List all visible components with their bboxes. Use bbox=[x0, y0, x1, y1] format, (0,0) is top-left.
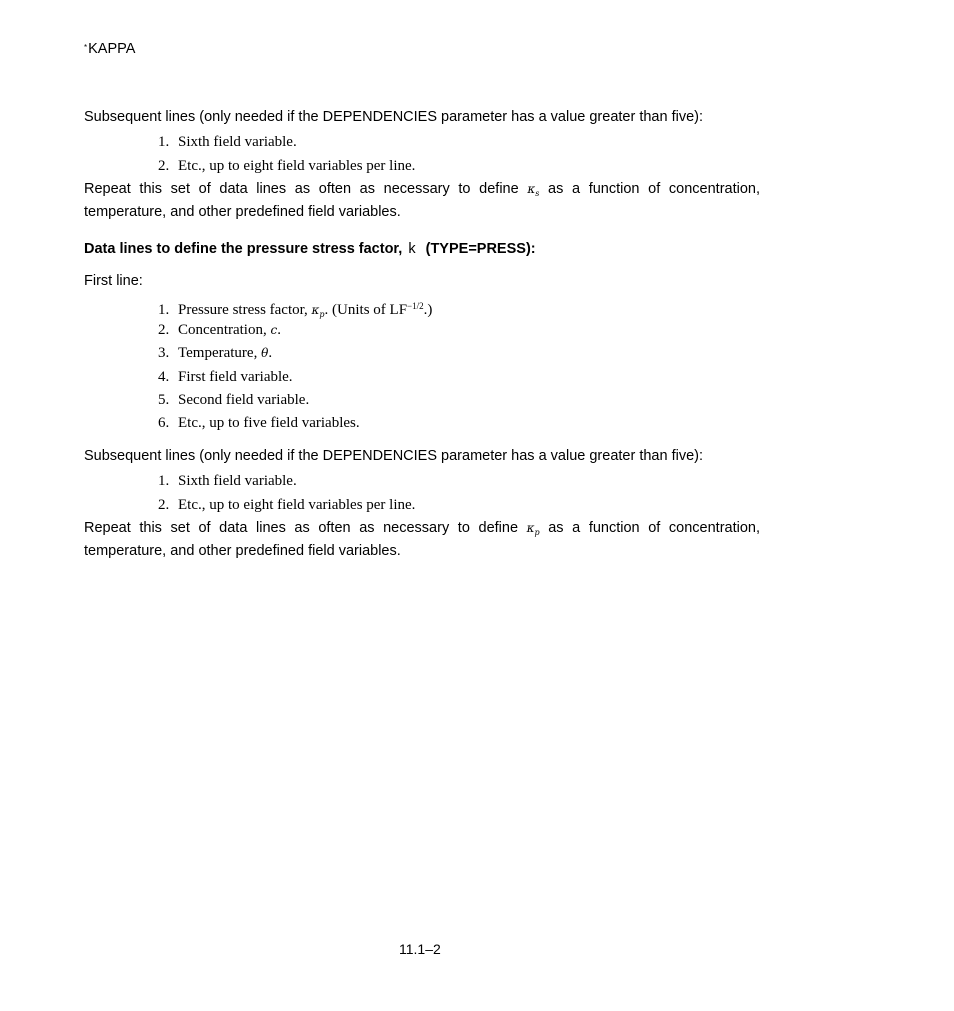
section2-subsequent-lines: Subsequent lines (only needed if the DEPENDENCIES parameter has a value greater than five): bbox=[84, 448, 704, 464]
header-mark: * bbox=[84, 43, 88, 52]
kappa-p-symbol: $\kappa_p$ bbox=[526, 521, 540, 537]
list-item: 1. Sixth field variable. bbox=[158, 134, 297, 150]
list-item: 2. Concentration, c. bbox=[158, 322, 281, 338]
heading-symbol: k bbox=[408, 241, 416, 257]
list-item: 5. Second field variable. bbox=[158, 392, 310, 408]
section2-heading: Data lines to define the pressure stress factor, k (TYPE=PRESS): bbox=[84, 241, 536, 257]
theta-symbol: θ bbox=[261, 346, 269, 360]
kappa-s-symbol: $\kappa_s$ bbox=[527, 182, 540, 198]
repeat-line-1: Repeat this set of data lines as often as necessary to define $\kappa_p$ as a function of concentration, bbox=[84, 520, 760, 537]
section1-subsequent-lines: Subsequent lines (only needed if the DEPENDENCIES parameter has a value greater than five): bbox=[84, 109, 704, 125]
repeat-line-2: temperature, and other predefined field variables. bbox=[84, 543, 401, 559]
list-item: 2. Etc., up to eight field variables per line. bbox=[158, 158, 416, 174]
list-item: 6. Etc., up to five field variables. bbox=[158, 415, 360, 431]
page-number: 11.1–2 bbox=[399, 941, 441, 957]
kappa-p-symbol: $\kappa_p$ bbox=[311, 303, 325, 319]
section2-repeat-paragraph bbox=[84, 519, 760, 561]
header-title: KAPPA bbox=[88, 41, 136, 57]
page-header bbox=[84, 38, 135, 59]
repeat-line-1: Repeat this set of data lines as often as necessary to define $\kappa_s$ as a function of concentration, bbox=[84, 181, 760, 198]
first-line-label: First line: bbox=[84, 273, 143, 289]
list-item: 3. Temperature, θ. bbox=[158, 345, 273, 361]
list-item: 4. First field variable. bbox=[158, 369, 293, 385]
section1-repeat-paragraph bbox=[84, 180, 760, 222]
list-item: 1. Pressure stress factor, $\kappa_p$. (Units of $LF^{-1/2}$.) bbox=[158, 301, 433, 319]
concentration-symbol: c bbox=[270, 323, 278, 337]
list-item: 2. Etc., up to eight field variables per line. bbox=[158, 497, 416, 513]
repeat-line-2: temperature, and other predefined field variables. bbox=[84, 204, 401, 220]
list-item: 1. Sixth field variable. bbox=[158, 473, 297, 489]
